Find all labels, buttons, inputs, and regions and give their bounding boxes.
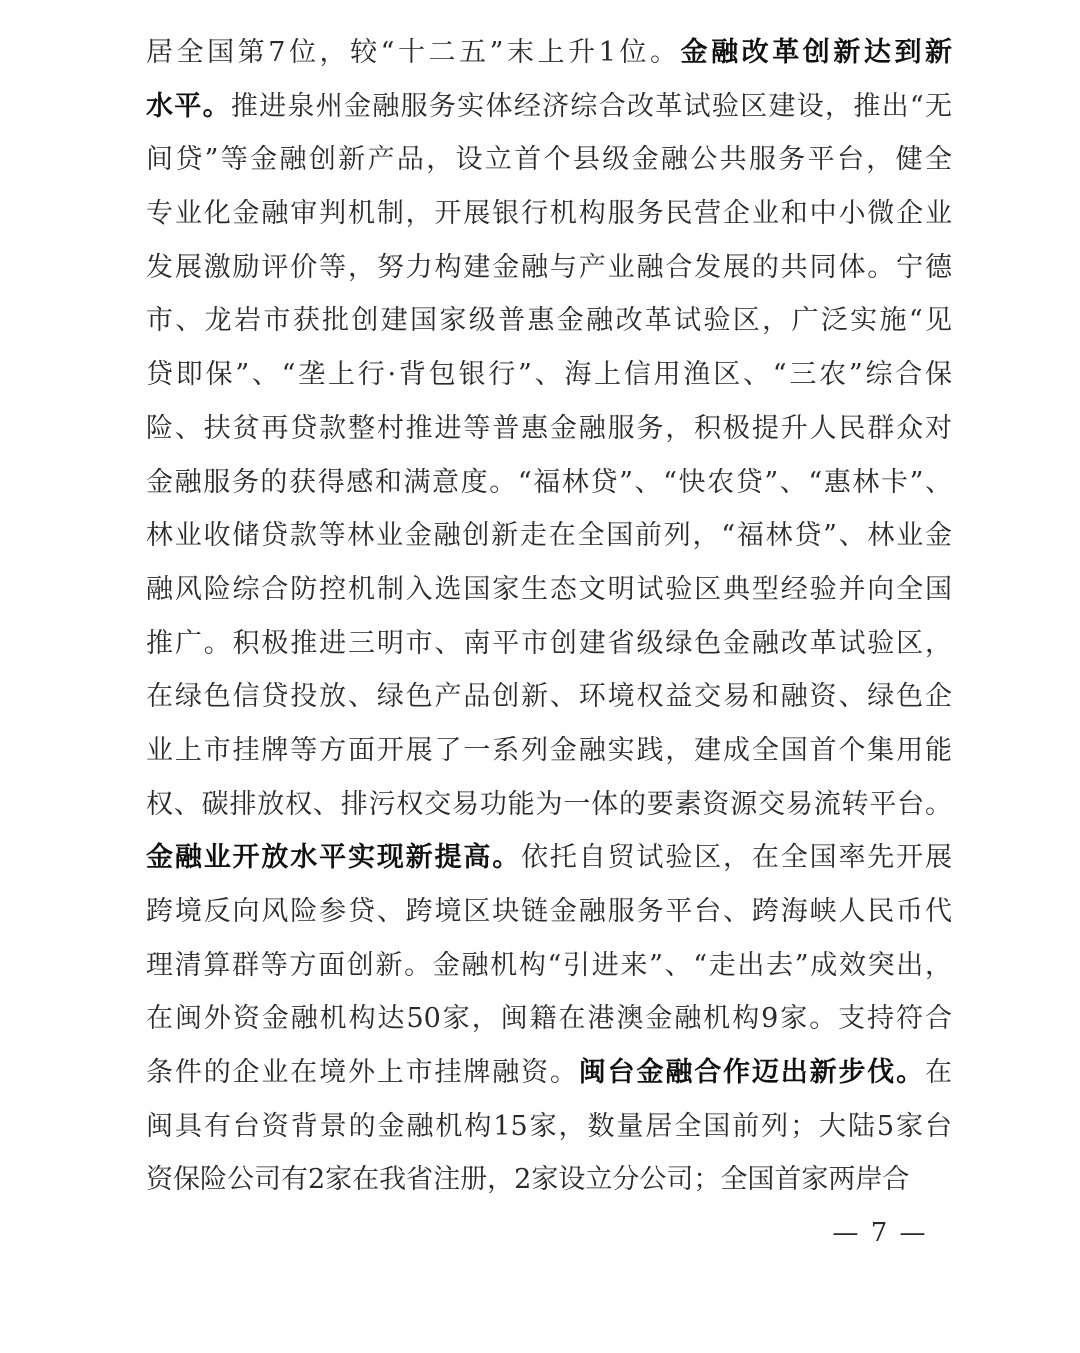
text-line bbox=[146, 670, 952, 724]
body-text bbox=[146, 26, 952, 1207]
paragraph-text: 贷即保”、“垄上行·背包银行”、海上信用渔区、“三农”综合保 bbox=[146, 359, 952, 391]
paragraph-text: 闽具有台资背景的金融机构15家，数量居全国前列；大陆5家台 bbox=[146, 1110, 952, 1142]
text-line bbox=[146, 992, 952, 1046]
bold-heading-text: 水平。 bbox=[146, 90, 231, 122]
paragraph-text: 条件的企业在境外上市挂牌融资。 bbox=[146, 1057, 579, 1089]
paragraph-text: 跨境反向风险参贷、跨境区块链金融服务平台、跨海峡人民币代 bbox=[146, 896, 952, 927]
text-line bbox=[146, 1153, 952, 1207]
text-line bbox=[146, 563, 952, 617]
paragraph-text: 资保险公司有2家在我省注册，2家设立分公司；全国首家两岸合 bbox=[146, 1164, 910, 1196]
text-line bbox=[146, 1100, 952, 1154]
paragraph-text: 林业收储贷款等林业金融创新走在全国前列，“福林贷”、林业金 bbox=[146, 520, 952, 552]
text-line bbox=[146, 778, 952, 832]
paragraph-text: 金融服务的获得感和满意度。“福林贷”、“快农贷”、“惠林卡”、 bbox=[146, 466, 952, 498]
text-line bbox=[146, 348, 952, 402]
paragraph-text: 业上市挂牌等方面开展了一系列金融实践，建成全国首个集用能 bbox=[146, 734, 952, 766]
text-line bbox=[146, 26, 952, 80]
paragraph-text: 发展激励评价等，努力构建金融与产业融合发展的共同体。宁德 bbox=[146, 251, 952, 283]
text-line bbox=[146, 402, 952, 456]
paragraph-text: 在 bbox=[925, 1057, 953, 1089]
page-number: — 7 — bbox=[832, 1218, 928, 1248]
bold-heading-text: 金融业开放水平实现新提高。 bbox=[146, 842, 522, 874]
paragraph-text: 险、扶贫再贷款整村推进等普惠金融服务，积极提升人民群众对 bbox=[146, 412, 952, 444]
text-line bbox=[146, 509, 952, 563]
paragraph-text: 权、碳排放权、排污权交易功能为一体的要素资源交易流转平台。 bbox=[146, 788, 952, 820]
paragraph-text: 推进泉州金融服务实体经济综合改革试验区建设，推出“无 bbox=[230, 90, 953, 122]
paragraph-text: 居全国第7位，较“十二五”末上升1位。 bbox=[146, 37, 681, 68]
paragraph-text: 融风险综合防控机制入选国家生态文明试验区典型经验并向全国 bbox=[146, 573, 952, 605]
text-line bbox=[146, 831, 952, 885]
paragraph-text: 市、龙岩市获批创建国家级普惠金融改革试验区，广泛实施“见 bbox=[146, 305, 952, 337]
text-line bbox=[146, 294, 952, 348]
paragraph-text: 推广。积极推进三明市、南平市创建省级绿色金融改革试验区， bbox=[146, 627, 952, 659]
text-line bbox=[146, 241, 952, 295]
paragraph-text: 在绿色信贷投放、绿色产品创新、环境权益交易和融资、绿色企 bbox=[146, 681, 952, 713]
paragraph-text: 依托自贸试验区，在全国率先开展 bbox=[521, 842, 953, 874]
text-line bbox=[146, 885, 952, 939]
text-line bbox=[146, 1046, 952, 1100]
paragraph-text: 在闽外资金融机构达50家，闽籍在港澳金融机构9家。支持符合 bbox=[146, 1003, 952, 1035]
paragraph-text: 间贷”等金融创新产品，设立首个县级金融公共服务平台，健全 bbox=[146, 144, 952, 176]
text-line bbox=[146, 80, 952, 134]
text-line bbox=[146, 724, 952, 778]
text-line bbox=[146, 133, 952, 187]
text-line bbox=[146, 456, 952, 510]
paragraph-text: 理清算群等方面创新。金融机构“引进来”、“走出去”成效突出， bbox=[146, 949, 952, 981]
bold-heading-text: 闽台金融合作迈出新步伐。 bbox=[578, 1057, 926, 1089]
paragraph-text: 专业化金融审判机制，开展银行机构服务民营企业和中小微企业 bbox=[146, 198, 952, 230]
text-line bbox=[146, 187, 952, 241]
text-line bbox=[146, 939, 952, 993]
text-line bbox=[146, 617, 952, 671]
bold-heading-text: 金融改革创新达到新 bbox=[680, 37, 953, 68]
